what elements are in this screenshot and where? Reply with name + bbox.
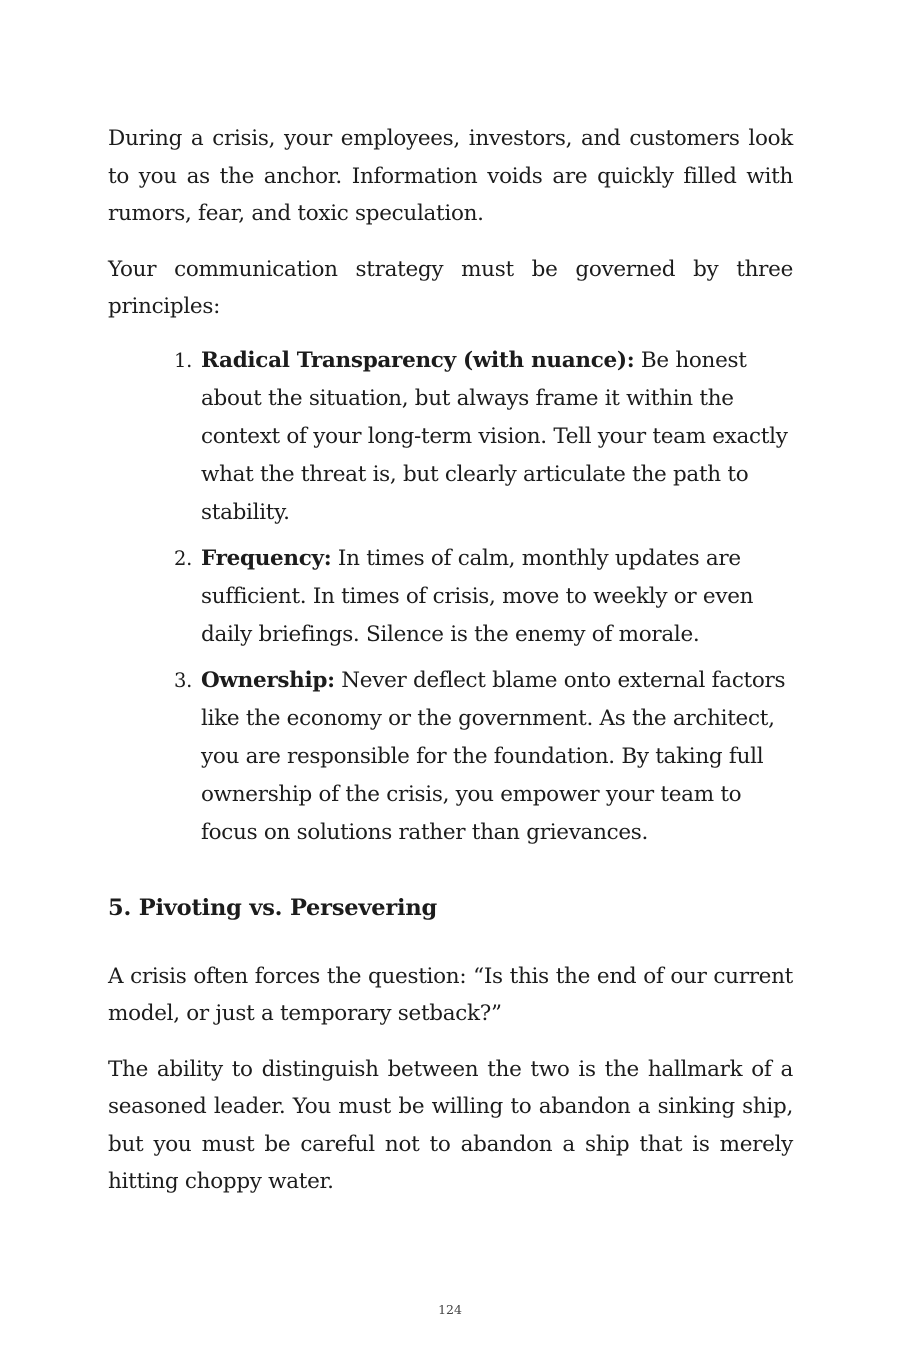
page-content <box>108 120 793 1201</box>
list-item-term: Ownership: <box>201 667 335 693</box>
section-paragraph: A crisis often forces the question: “Is this the end of our current model, or just a temporary setback?” <box>108 963 793 1026</box>
list-item-text: In times of calm, monthly updates are sufficient. In times of crisis, move to weekly or even daily briefings. Silence is the enemy of morale. <box>201 545 754 647</box>
list-item-text: Never deflect blame onto external factors like the economy or the government. As the architect, you are responsible for the foundation. By taking full ownership of the crisis, you empower your team to focus on solutions rather than grievances. <box>201 667 786 845</box>
list-item-number: 1. <box>174 348 193 372</box>
list-item <box>174 662 793 852</box>
list-item-term: Frequency: <box>201 545 332 571</box>
list-item-number: 3. <box>174 668 193 692</box>
intro-paragraph: Your communication strategy must be governed by three principles: <box>108 256 793 319</box>
principles-list <box>108 342 793 852</box>
list-item-term: Radical Transparency (with nuance): <box>201 347 635 373</box>
section-heading: 5. Pivoting vs. Persevering <box>108 894 438 921</box>
section-body <box>108 958 793 1201</box>
list-item-number: 2. <box>174 546 193 570</box>
section-paragraph: The ability to distinguish between the two is the hallmark of a seasoned leader. You must be willing to abandon a sinking ship, but you must be careful not to abandon a ship that is merely hitting choppy water. <box>108 1056 793 1194</box>
list-item <box>174 342 793 532</box>
list-item <box>174 540 793 654</box>
page-number: 124 <box>438 1302 462 1317</box>
list-item-text: Be honest about the situation, but always frame it within the context of your long-term vision. Tell your team exactly what the threat is, but clearly articulate the path to stability. <box>201 347 788 525</box>
intro-paragraph: During a crisis, your employees, investors, and customers look to you as the anchor. Information voids are quickly filled with rumors, fear, and toxic speculation. <box>108 126 793 226</box>
